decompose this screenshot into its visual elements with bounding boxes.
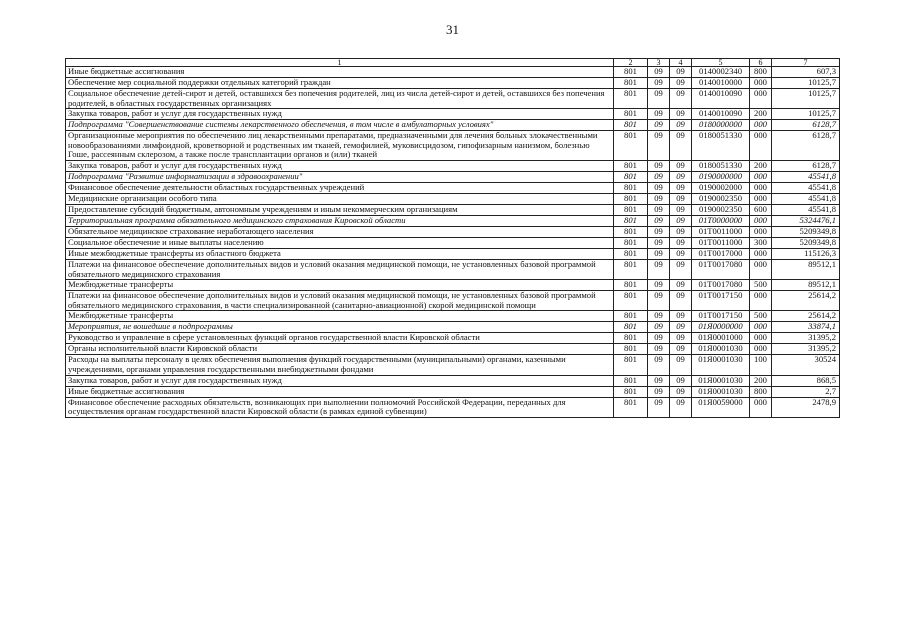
amount-cell: 2478,9 (772, 397, 840, 417)
row-name-cell: Финансовое обеспечение деятельности областных государственных учреждений (66, 182, 614, 193)
row-name-cell: Межбюджетные трансферты (66, 311, 614, 322)
amount-cell: 868,5 (772, 375, 840, 386)
ministry-code-cell: 801 (614, 375, 648, 386)
amount-cell: 5324476,1 (772, 215, 840, 226)
row-name-cell: Межбюджетные трансферты (66, 280, 614, 291)
amount-cell: 25614,2 (772, 311, 840, 322)
expense-type-cell: 000 (750, 344, 772, 355)
target-article-cell: 01Я0001030 (692, 386, 750, 397)
column-header: 7 (772, 59, 840, 67)
target-article-cell: 0190002350 (692, 204, 750, 215)
amount-cell: 31395,2 (772, 344, 840, 355)
subsection-code-cell: 09 (670, 160, 692, 171)
column-header: 6 (750, 59, 772, 67)
row-name-cell: Обязательное медицинское страхование неработающего населения (66, 226, 614, 237)
column-header: 4 (670, 59, 692, 67)
expense-type-cell: 000 (750, 248, 772, 259)
section-code-cell: 09 (648, 311, 670, 322)
expense-type-cell: 000 (750, 397, 772, 417)
table-row (66, 237, 840, 248)
table-header-row (66, 59, 840, 67)
row-name-cell: Платежи на финансовое обеспечение дополнительных видов и условий оказания медицинской помощи, не установленных базовой программой обязательного медицинского страхования, в части специализированной (санитарно-авиационной) скорой медицинской помощи (66, 291, 614, 311)
page-number: 31 (446, 22, 459, 37)
table-row (66, 259, 840, 279)
expense-type-cell: 000 (750, 291, 772, 311)
table-row (66, 120, 840, 131)
subsection-code-cell: 09 (670, 280, 692, 291)
target-article-cell: 01Я0001030 (692, 344, 750, 355)
subsection-code-cell: 09 (670, 67, 692, 78)
target-article-cell: 01Т0017080 (692, 280, 750, 291)
target-article-cell: 01Я0001030 (692, 375, 750, 386)
section-code-cell: 09 (648, 67, 670, 78)
row-name-cell: Иные межбюджетные трансферты из областного бюджета (66, 248, 614, 259)
subsection-code-cell: 09 (670, 333, 692, 344)
section-code-cell: 09 (648, 226, 670, 237)
section-code-cell: 09 (648, 397, 670, 417)
table-row (66, 89, 840, 109)
target-article-cell: 0180051330 (692, 160, 750, 171)
subsection-code-cell: 09 (670, 171, 692, 182)
ministry-code-cell: 801 (614, 237, 648, 248)
ministry-code-cell: 801 (614, 355, 648, 375)
expense-type-cell: 000 (750, 120, 772, 131)
target-article-cell: 0180051330 (692, 131, 750, 161)
row-name-cell: Подпрограмма "Совершенствование системы лекарственного обеспечения, в том числе в амбулаторных условиях" (66, 120, 614, 131)
subsection-code-cell: 09 (670, 120, 692, 131)
target-article-cell: 0190000000 (692, 171, 750, 182)
table-row (66, 344, 840, 355)
row-name-cell: Расходы на выплаты персоналу в целях обеспечения выполнения функций государственными (муниципальными) органами, казенными учреждениями, органами управления государственными внебюджетными фондами (66, 355, 614, 375)
row-name-cell: Иные бюджетные ассигнования (66, 67, 614, 78)
subsection-code-cell: 09 (670, 375, 692, 386)
table-row (66, 160, 840, 171)
table-row (66, 193, 840, 204)
row-name-cell: Территориальная программа обязательного медицинского страхования Кировской области (66, 215, 614, 226)
subsection-code-cell: 09 (670, 89, 692, 109)
ministry-code-cell: 801 (614, 322, 648, 333)
amount-cell: 5209349,8 (772, 237, 840, 248)
amount-cell: 30524 (772, 355, 840, 375)
table-row (66, 131, 840, 161)
expense-type-cell: 000 (750, 193, 772, 204)
amount-cell: 31395,2 (772, 333, 840, 344)
ministry-code-cell: 801 (614, 311, 648, 322)
amount-cell: 6128,7 (772, 131, 840, 161)
target-article-cell: 0140010090 (692, 109, 750, 120)
subsection-code-cell: 09 (670, 237, 692, 248)
expense-type-cell: 200 (750, 375, 772, 386)
subsection-code-cell: 09 (670, 344, 692, 355)
target-article-cell: 01Т0000000 (692, 215, 750, 226)
expense-type-cell: 500 (750, 280, 772, 291)
table-row (66, 182, 840, 193)
amount-cell: 6128,7 (772, 120, 840, 131)
ministry-code-cell: 801 (614, 280, 648, 291)
table-row (66, 322, 840, 333)
table-row (66, 333, 840, 344)
table-row (66, 355, 840, 375)
row-name-cell: Руководство и управление в сфере установленных функций органов государственной власти Кировской области (66, 333, 614, 344)
table-row (66, 375, 840, 386)
ministry-code-cell: 801 (614, 215, 648, 226)
subsection-code-cell: 09 (670, 215, 692, 226)
column-header: 3 (648, 59, 670, 67)
table-row (66, 78, 840, 89)
amount-cell: 89512,1 (772, 280, 840, 291)
table-row (66, 248, 840, 259)
expense-type-cell: 500 (750, 311, 772, 322)
budget-table (65, 58, 840, 418)
ministry-code-cell: 801 (614, 109, 648, 120)
row-name-cell: Медицинские организации особого типа (66, 193, 614, 204)
target-article-cell: 01Я0001000 (692, 333, 750, 344)
section-code-cell: 09 (648, 193, 670, 204)
section-code-cell: 09 (648, 182, 670, 193)
ministry-code-cell: 801 (614, 397, 648, 417)
amount-cell: 10125,7 (772, 89, 840, 109)
row-name-cell: Социальное обеспечение детей-сирот и детей, оставшихся без попечения родителей, лиц из числа детей-сирот и детей, оставшихся без попечения родителей, в областных государственных организациях (66, 89, 614, 109)
row-name-cell: Иные бюджетные ассигнования (66, 386, 614, 397)
table-row (66, 386, 840, 397)
ministry-code-cell: 801 (614, 120, 648, 131)
row-name-cell: Органы исполнительной власти Кировской области (66, 344, 614, 355)
target-article-cell: 0190002000 (692, 182, 750, 193)
subsection-code-cell: 09 (670, 397, 692, 417)
expense-type-cell: 000 (750, 333, 772, 344)
subsection-code-cell: 09 (670, 226, 692, 237)
subsection-code-cell: 09 (670, 386, 692, 397)
column-header: 1 (66, 59, 614, 67)
section-code-cell: 09 (648, 171, 670, 182)
amount-cell: 6128,7 (772, 160, 840, 171)
expense-type-cell: 000 (750, 182, 772, 193)
ministry-code-cell: 801 (614, 344, 648, 355)
section-code-cell: 09 (648, 78, 670, 89)
row-name-cell: Финансовое обеспечение расходных обязательств, возникающих при выполнении полномочий Российской Федерации, переданных для осуществления органам государственной власти Кировской области (в рамках единой субвенции) (66, 397, 614, 417)
expense-type-cell: 000 (750, 89, 772, 109)
section-code-cell: 09 (648, 259, 670, 279)
target-article-cell: 0190002350 (692, 193, 750, 204)
expense-type-cell: 000 (750, 322, 772, 333)
expense-type-cell: 000 (750, 215, 772, 226)
expense-type-cell: 600 (750, 204, 772, 215)
amount-cell: 5209349,8 (772, 226, 840, 237)
amount-cell: 10125,7 (772, 78, 840, 89)
ministry-code-cell: 801 (614, 259, 648, 279)
target-article-cell: 01Т0017150 (692, 291, 750, 311)
row-name-cell: Закупка товаров, работ и услуг для государственных нужд (66, 109, 614, 120)
column-header: 2 (614, 59, 648, 67)
expense-type-cell: 000 (750, 131, 772, 161)
target-article-cell: 01Т0017000 (692, 248, 750, 259)
ministry-code-cell: 801 (614, 386, 648, 397)
row-name-cell: Закупка товаров, работ и услуг для государственных нужд (66, 160, 614, 171)
ministry-code-cell: 801 (614, 193, 648, 204)
section-code-cell: 09 (648, 322, 670, 333)
section-code-cell: 09 (648, 333, 670, 344)
target-article-cell: 0140002340 (692, 67, 750, 78)
row-name-cell: Обеспечение мер социальной поддержки отдельных категорий граждан (66, 78, 614, 89)
target-article-cell: 01Я0059000 (692, 397, 750, 417)
table-row (66, 215, 840, 226)
ministry-code-cell: 801 (614, 248, 648, 259)
section-code-cell: 09 (648, 344, 670, 355)
amount-cell: 10125,7 (772, 109, 840, 120)
table-row (66, 397, 840, 417)
section-code-cell: 09 (648, 237, 670, 248)
row-name-cell: Мероприятия, не вошедшие в подпрограммы (66, 322, 614, 333)
row-name-cell: Предоставление субсидий бюджетным, автономным учреждениям и иным некоммерческим организациям (66, 204, 614, 215)
subsection-code-cell: 09 (670, 311, 692, 322)
amount-cell: 33874,1 (772, 322, 840, 333)
section-code-cell: 09 (648, 204, 670, 215)
row-name-cell: Платежи на финансовое обеспечение дополнительных видов и условий оказания медицинской помощи, не установленных базовой программой обязательного медицинского страхования (66, 259, 614, 279)
target-article-cell: 0140010090 (692, 89, 750, 109)
amount-cell: 45541,8 (772, 182, 840, 193)
section-code-cell: 09 (648, 131, 670, 161)
subsection-code-cell: 09 (670, 109, 692, 120)
section-code-cell: 09 (648, 248, 670, 259)
section-code-cell: 09 (648, 355, 670, 375)
amount-cell: 45541,8 (772, 204, 840, 215)
amount-cell: 25614,2 (772, 291, 840, 311)
subsection-code-cell: 09 (670, 131, 692, 161)
expense-type-cell: 800 (750, 67, 772, 78)
expense-type-cell: 200 (750, 109, 772, 120)
expense-type-cell: 000 (750, 171, 772, 182)
ministry-code-cell: 801 (614, 204, 648, 215)
ministry-code-cell: 801 (614, 171, 648, 182)
subsection-code-cell: 09 (670, 291, 692, 311)
subsection-code-cell: 09 (670, 259, 692, 279)
expense-type-cell: 000 (750, 259, 772, 279)
subsection-code-cell: 09 (670, 78, 692, 89)
amount-cell: 45541,8 (772, 171, 840, 182)
ministry-code-cell: 801 (614, 226, 648, 237)
amount-cell: 89512,1 (772, 259, 840, 279)
ministry-code-cell: 801 (614, 89, 648, 109)
table-row (66, 280, 840, 291)
target-article-cell: 01Т0011000 (692, 237, 750, 248)
expense-type-cell: 300 (750, 237, 772, 248)
section-code-cell: 09 (648, 375, 670, 386)
target-article-cell: 01Я0000000 (692, 322, 750, 333)
ministry-code-cell: 801 (614, 78, 648, 89)
amount-cell: 115126,3 (772, 248, 840, 259)
section-code-cell: 09 (648, 386, 670, 397)
row-name-cell: Организационные мероприятия по обеспечению лиц лекарственными препаратами, предназначенными для лечения больных злокачественными новообразованиями лимфоидной, кроветворной и родственных им тканей, гемофилией, муковисцидозом, гипофизарным нанизмом, болезнью Гоше, рассеянным склерозом, а также после трансплантации органов и (или) тканей (66, 131, 614, 161)
target-article-cell: 01Т0017150 (692, 311, 750, 322)
amount-cell: 607,3 (772, 67, 840, 78)
section-code-cell: 09 (648, 280, 670, 291)
ministry-code-cell: 801 (614, 160, 648, 171)
table-row (66, 171, 840, 182)
target-article-cell: 0140010000 (692, 78, 750, 89)
target-article-cell: 01Я0001030 (692, 355, 750, 375)
table-row (66, 204, 840, 215)
subsection-code-cell: 09 (670, 182, 692, 193)
expense-type-cell: 000 (750, 78, 772, 89)
table-row (66, 109, 840, 120)
target-article-cell: 01Т0017080 (692, 259, 750, 279)
amount-cell: 2,7 (772, 386, 840, 397)
amount-cell: 45541,8 (772, 193, 840, 204)
subsection-code-cell: 09 (670, 322, 692, 333)
table-row (66, 291, 840, 311)
section-code-cell: 09 (648, 291, 670, 311)
target-article-cell: 01Т0011000 (692, 226, 750, 237)
column-header: 5 (692, 59, 750, 67)
subsection-code-cell: 09 (670, 355, 692, 375)
expense-type-cell: 000 (750, 226, 772, 237)
section-code-cell: 09 (648, 120, 670, 131)
expense-type-cell: 800 (750, 386, 772, 397)
row-name-cell: Подпрограмма "Развитие информатизации в здравоохранении" (66, 171, 614, 182)
ministry-code-cell: 801 (614, 182, 648, 193)
row-name-cell: Закупка товаров, работ и услуг для государственных нужд (66, 375, 614, 386)
section-code-cell: 09 (648, 89, 670, 109)
target-article-cell: 0180000000 (692, 120, 750, 131)
row-name-cell: Социальное обеспечение и иные выплаты населению (66, 237, 614, 248)
ministry-code-cell: 801 (614, 333, 648, 344)
subsection-code-cell: 09 (670, 248, 692, 259)
ministry-code-cell: 801 (614, 131, 648, 161)
expense-type-cell: 200 (750, 160, 772, 171)
expense-type-cell: 100 (750, 355, 772, 375)
ministry-code-cell: 801 (614, 67, 648, 78)
table-row (66, 311, 840, 322)
table-row (66, 226, 840, 237)
table-row (66, 67, 840, 78)
subsection-code-cell: 09 (670, 204, 692, 215)
section-code-cell: 09 (648, 160, 670, 171)
ministry-code-cell: 801 (614, 291, 648, 311)
subsection-code-cell: 09 (670, 193, 692, 204)
section-code-cell: 09 (648, 215, 670, 226)
section-code-cell: 09 (648, 109, 670, 120)
